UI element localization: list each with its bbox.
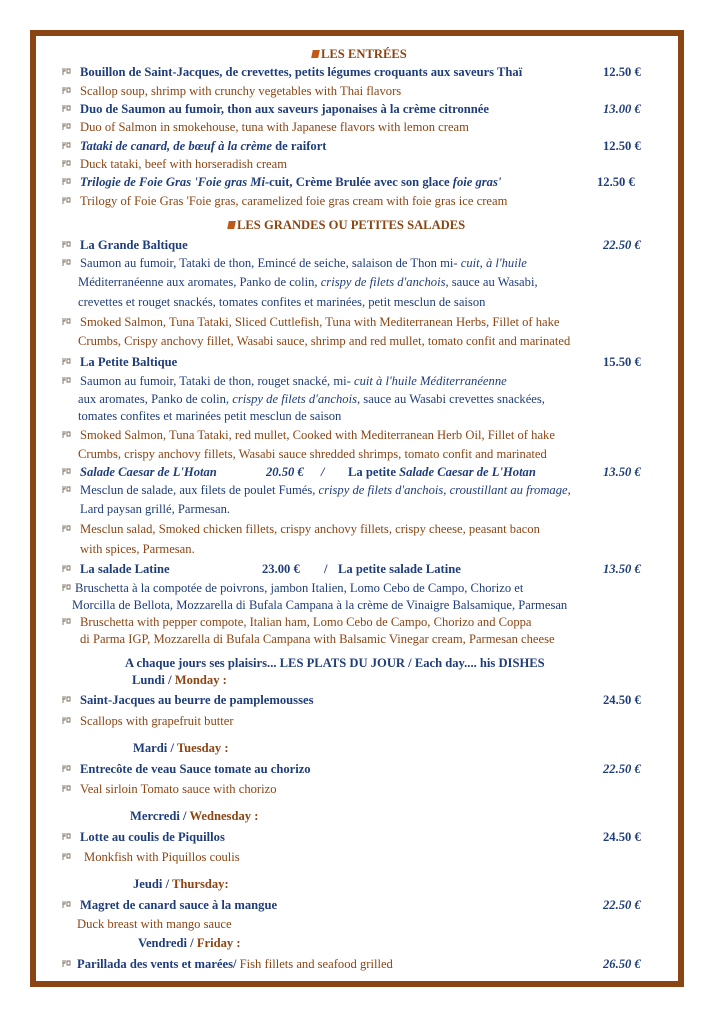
entree-3-fr-a: Tataki de canard, de bœuf à la crème: [80, 139, 272, 153]
day-header-wednesday: [130, 809, 258, 824]
text: aux aromates, Panko de colin,: [78, 392, 233, 406]
caesar-small-price: 13.50 €: [603, 465, 641, 479]
fork-knife-icon: [62, 196, 71, 205]
day-fr: Mardi: [133, 741, 168, 755]
day-header-monday: [132, 673, 227, 688]
fork-knife-icon: [62, 564, 71, 573]
fork-knife-icon: [62, 784, 71, 793]
fork-knife-icon: [62, 159, 71, 168]
caesar-separator: /: [321, 465, 325, 479]
fork-knife-icon: [62, 716, 71, 725]
fork-knife-icon: [62, 86, 71, 95]
day-en: Monday :: [174, 673, 227, 687]
fork-knife-icon: [62, 524, 71, 533]
entree-3-fr-b: de raifort: [271, 139, 327, 153]
petite-baltique-en-2: Crumbs, crispy anchovy fillets, Wasabi sauce shredded shrimps, tomato confit and marinated: [78, 447, 547, 461]
day-sep: /: [165, 877, 170, 891]
fork-knife-icon: [62, 900, 71, 909]
caesar-en-1: Mesclun salad, Smoked chicken fillets, crispy anchovy fillets, crispy cheese, peasant bacon: [80, 522, 540, 536]
tuesday-dish-en: Veal sirloin Tomato sauce with chorizo: [80, 782, 277, 796]
thursday-dish-en: Duck breast with mango sauce: [77, 917, 232, 931]
wednesday-dish: Lotte au coulis de Piquillos: [80, 830, 225, 844]
text-italic: cuit à l'huile Méditerranéenne: [353, 374, 507, 388]
fork-knife-icon: [62, 376, 71, 385]
section-title-entrees: [312, 47, 407, 62]
text-italic: cuit, à l'huile: [460, 256, 527, 270]
wednesday-dish-en: Monkfish with Piquillos coulis: [84, 850, 240, 864]
entree-2-fr: Duo de Saumon au fumoir, thon aux saveurs japonaises à la crème citronnée: [80, 102, 489, 116]
text-italic: crispy de filets d'anchois: [320, 275, 446, 289]
latine-en-2: di Parma IGP, Mozzarella di Bufala Campana with Balsamic Vinegar cream, Parmesan cheese: [80, 632, 555, 646]
tuesday-dish: Entrecôte de veau Sauce tomate au chorizo: [80, 762, 311, 776]
latine-small-price: 13.50 €: [603, 562, 641, 576]
wednesday-price: 24.50 €: [603, 830, 641, 844]
text: Saumon au fumoir, Tataki de thon, Emincé de seiche, salaison de Thon mi-: [80, 256, 461, 270]
text-italic: crispy de filets d'anchois, croustillant au fromage,: [318, 483, 571, 497]
text: Mesclun de salade, aux filets de poulet Fumés,: [80, 483, 319, 497]
text-italic: crispy de filets d'anchois,: [232, 392, 361, 406]
monday-dish: Saint-Jacques au beurre de pamplemousses: [80, 693, 314, 707]
entree-4-price: 12.50 €: [597, 175, 635, 189]
fork-knife-icon: [62, 467, 71, 476]
day-header-thursday: [133, 877, 229, 892]
thursday-dish: Magret de canard sauce à la mangue: [80, 898, 278, 912]
petite-baltique-en-1: Smoked Salmon, Tuna Tataki, red mullet, Cooked with Mediterranean Herb Oil, Fillet of hake: [80, 428, 555, 442]
day-fr: Mercredi: [130, 809, 180, 823]
fork-knife-icon: [62, 357, 71, 366]
entree-4-fr-c: foie gras': [452, 175, 502, 189]
latine-small-name: La petite salade Latine: [338, 562, 461, 576]
fork-knife-icon: [62, 240, 71, 249]
latine-fr-1: Bruschetta à la compotée de poivrons, jambon Italien, Lomo Cebo de Campo, Chorizo et: [75, 581, 524, 595]
text: Saumon au fumoir, Tataki de thon, rouget snacké, mi-: [80, 374, 354, 388]
fork-knife-icon: [62, 852, 71, 861]
monday-price: 24.50 €: [603, 693, 641, 707]
fork-knife-icon: [62, 177, 71, 186]
latine-separator: /: [324, 562, 328, 576]
fork-knife-icon: [62, 67, 71, 76]
grande-baltique-fr-3: crevettes et rouget snackés, tomates confites et marinées, petit mesclun de saison: [78, 295, 486, 309]
day-en: Tuesday :: [176, 741, 229, 755]
fork-knife-icon: [62, 104, 71, 113]
day-sep: /: [183, 809, 187, 823]
section-title-text: LES ENTRÉES: [321, 47, 407, 61]
tuesday-price: 22.50 €: [603, 762, 641, 776]
day-sep: /: [190, 936, 194, 950]
caesar-fr-2: Lard paysan grillé, Parmesan.: [80, 502, 231, 516]
text: , sauce au Wasabi,: [445, 275, 538, 289]
entree-2-price: 13.00 €: [603, 102, 641, 116]
caesar-en-2: with spices, Parmesan.: [80, 542, 195, 556]
friday-dish: [77, 957, 393, 972]
day-sep: /: [168, 673, 172, 687]
day-en: Friday :: [196, 936, 241, 950]
text: Parillada des vents et marées/: [77, 957, 237, 971]
day-sep: /: [170, 741, 174, 755]
petite-baltique-fr-1: [80, 374, 507, 389]
fork-knife-icon: [62, 430, 71, 439]
day-fr: Vendredi: [138, 936, 187, 950]
square-bullet-icon: [227, 221, 236, 229]
section-title-salades: [228, 218, 465, 233]
grande-baltique-price: 22.50 €: [603, 238, 641, 252]
fork-knife-icon: [62, 485, 71, 494]
monday-dish-en: Scallops with grapefruit butter: [80, 714, 234, 728]
latine-fr-2: Morcilla de Bellota, Mozzarella di Bufala Campana à la crème de Vinaigre Balsamique, Parmesan: [72, 598, 568, 612]
daily-intro: A chaque jours ses plaisirs... LES PLATS DU JOUR / Each day.... his DISHES: [125, 656, 545, 670]
petite-baltique-price: 15.50 €: [603, 355, 641, 369]
day-en: Wednesday :: [189, 809, 259, 823]
grande-baltique-fr-2: [78, 275, 538, 290]
friday-price: 26.50 €: [603, 957, 641, 971]
day-fr: Lundi: [132, 673, 165, 687]
entree-4-fr-a: Trilogie de Foie Gras 'Foie gras Mi-: [80, 175, 270, 189]
fork-knife-icon: [62, 764, 71, 773]
grande-baltique-fr-1: [80, 256, 527, 271]
day-header-tuesday: [133, 741, 229, 756]
fork-knife-icon: [62, 617, 71, 626]
text: sauce au Wasabi crevettes snackées,: [360, 392, 545, 406]
fork-knife-icon: [62, 583, 71, 592]
fork-knife-icon: [62, 258, 71, 267]
entree-1-en: Scallop soup, shrimp with crunchy vegetables with Thai flavors: [80, 84, 402, 98]
fork-knife-icon: [62, 959, 71, 968]
entree-4-fr: [80, 175, 501, 190]
entree-4-fr-b: cuit, Crème Brulée avec son glace: [269, 175, 453, 189]
entree-1-price: 12.50 €: [603, 65, 641, 79]
grande-baltique-name: La Grande Baltique: [80, 238, 188, 252]
day-fr: Jeudi: [133, 877, 163, 891]
section-title-text: LES GRANDES OU PETITES SALADES: [237, 218, 466, 232]
text-italic: Salade Caesar de L'Hotan: [399, 465, 536, 479]
text: Méditerranéenne aux aromates, Panko de colin,: [78, 275, 321, 289]
day-en: Thursday:: [171, 877, 229, 891]
caesar-price: 20.50 €: [266, 465, 304, 479]
day-header-friday: [138, 936, 241, 951]
entree-3-fr: [80, 139, 326, 154]
caesar-fr-1: [80, 483, 571, 498]
thursday-price: 22.50 €: [603, 898, 641, 912]
petite-baltique-name: La Petite Baltique: [80, 355, 178, 369]
latine-en-1: Bruschetta with pepper compote, Italian ham, Lomo Cebo de Campo, Chorizo and Coppa: [80, 615, 532, 629]
petite-baltique-fr-2: [78, 392, 545, 407]
petite-baltique-fr-3: tomates confites et marinées petit mesclun de saison: [78, 409, 342, 423]
entree-2-en: Duo of Salmon in smokehouse, tuna with Japanese flavors with lemon cream: [80, 120, 469, 134]
entree-4-en: Trilogy of Foie Gras 'Foie gras, caramelized foie gras cream with foie gras ice cream: [80, 194, 508, 208]
fork-knife-icon: [62, 122, 71, 131]
text: La petite: [348, 465, 400, 479]
entree-1-fr: Bouillon de Saint-Jacques, de crevettes, petits légumes croquants aux saveurs Thaï: [80, 65, 523, 79]
caesar-small-name: [348, 465, 536, 480]
fork-knife-icon: [62, 695, 71, 704]
fork-knife-icon: [62, 141, 71, 150]
caesar-name: Salade Caesar de L'Hotan: [80, 465, 217, 479]
grande-baltique-en-1: Smoked Salmon, Tuna Tataki, Sliced Cuttlefish, Tuna with Mediterranean Herbs, Fillet of hake: [80, 315, 560, 329]
grande-baltique-en-2: Crumbs, Crispy anchovy fillet, Wasabi sauce, shrimp and red mullet, tomato confit and marinated: [78, 334, 571, 348]
text-en: Fish fillets and seafood grilled: [236, 957, 393, 971]
latine-price: 23.00 €: [262, 562, 300, 576]
entree-3-price: 12.50 €: [603, 139, 641, 153]
entree-3-en: Duck tataki, beef with horseradish cream: [80, 157, 288, 171]
latine-name: La salade Latine: [80, 562, 170, 576]
square-bullet-icon: [311, 50, 320, 58]
fork-knife-icon: [62, 832, 71, 841]
fork-knife-icon: [62, 317, 71, 326]
